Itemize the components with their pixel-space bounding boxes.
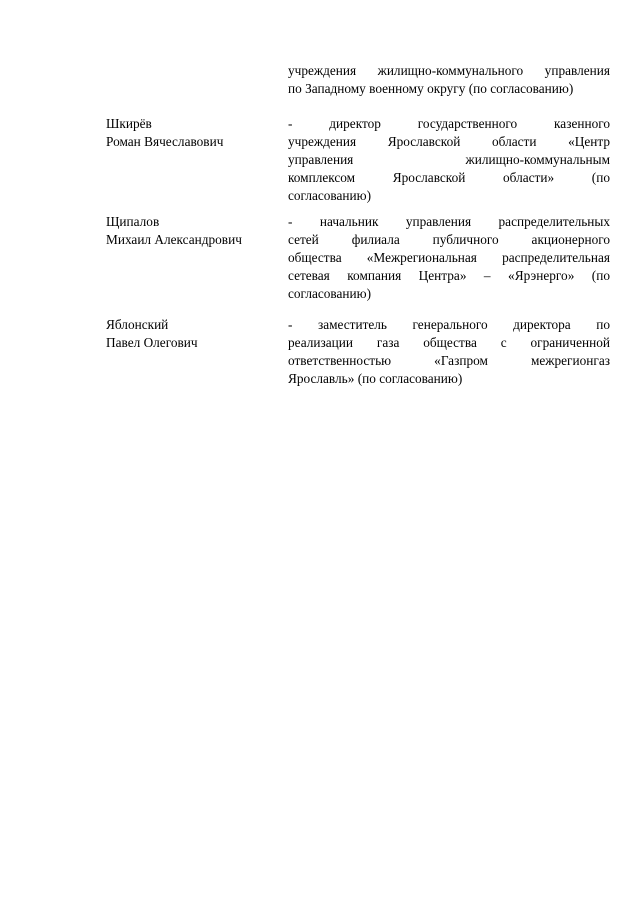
- text-line: - заместитель генерального директора по: [288, 317, 610, 332]
- member-position: [288, 115, 610, 205]
- text-line: - начальник управления распределительных: [288, 214, 610, 229]
- continuation-paragraph: [288, 62, 610, 98]
- member-position: [288, 213, 610, 303]
- member-given-names: Михаил Александрович: [106, 232, 242, 247]
- member-name: [106, 115, 276, 151]
- text-line: учреждения Ярославской области «Центр: [288, 134, 610, 149]
- text-line: по Западному военному округу (по согласованию): [288, 81, 574, 96]
- text-line: общества «Межрегиональная распределительная: [288, 250, 610, 265]
- text-line: согласованию): [288, 188, 372, 203]
- text-line: сетевая компания Центра» – «Ярэнерго» (по: [288, 268, 610, 283]
- member-name: [106, 316, 276, 352]
- text-line: Ярославль» (по согласованию): [288, 371, 463, 386]
- member-given-names: Роман Вячеславович: [106, 134, 224, 149]
- text-line: - директор государственного казенного: [288, 116, 610, 131]
- text-line: реализации газа общества с ограниченной: [288, 335, 610, 350]
- member-name: [106, 213, 276, 249]
- text-line: учреждения жилищно-коммунального управления: [288, 63, 610, 78]
- member-given-names: Павел Олегович: [106, 335, 198, 350]
- member-surname: Щипалов: [106, 214, 160, 229]
- text-line: ответственностью «Газпром межрегионгаз: [288, 353, 610, 368]
- member-surname: Яблонский: [106, 317, 169, 332]
- text-line: согласованию): [288, 286, 372, 301]
- member-surname: Шкирёв: [106, 116, 152, 131]
- text-line: управления жилищно-коммунальным: [288, 152, 610, 167]
- member-position: [288, 316, 610, 388]
- text-line: сетей филиала публичного акционерного: [288, 232, 610, 247]
- text-line: комплексом Ярославской области» (по: [288, 170, 610, 185]
